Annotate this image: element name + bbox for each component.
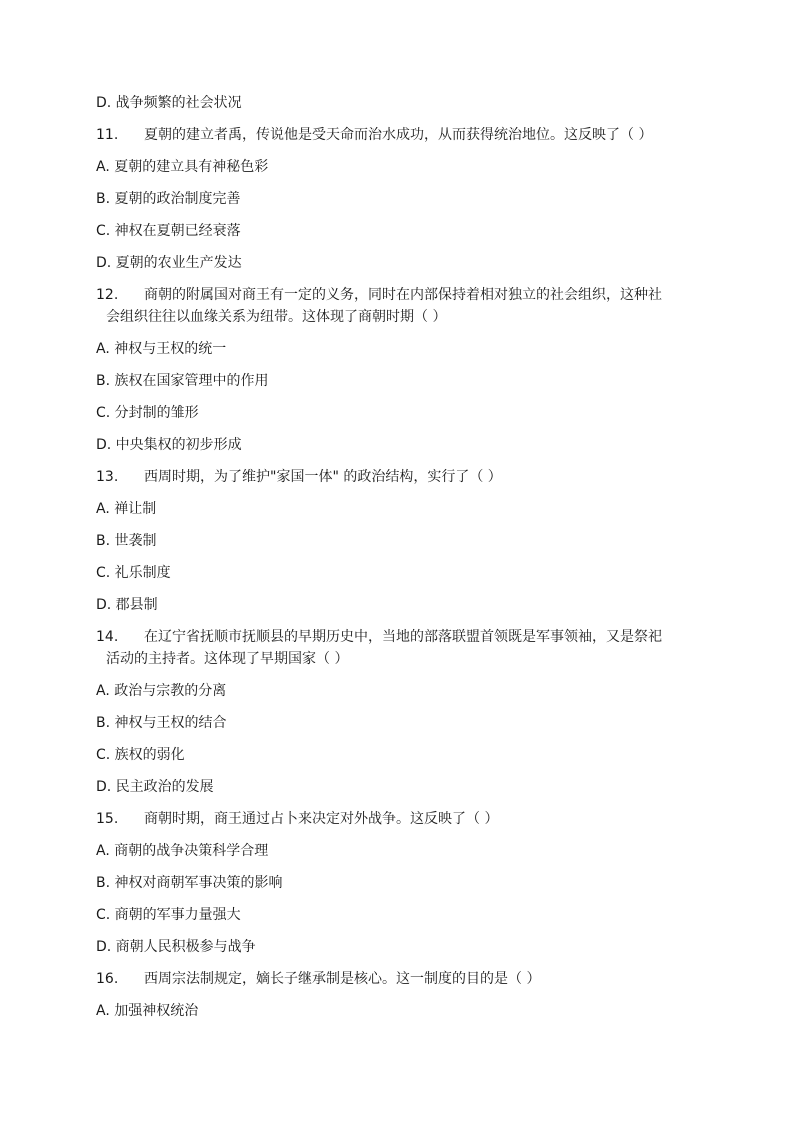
question-number: 12.: [96, 287, 119, 303]
option-d-q10: D. 战争频繁的社会状况: [96, 95, 242, 111]
question-16: [96, 968, 696, 990]
option-c-q14: C. 族权的弱化: [96, 747, 185, 763]
question-text-line-2: 会组织往往以血缘关系为纽带。这体现了商朝时期（ ）: [106, 309, 447, 325]
option-c-q11: C. 神权在夏朝已经衰落: [96, 223, 241, 239]
question-text: 西周宗法制规定，嫡长子继承制是核心。这一制度的目的是（ ）: [144, 971, 541, 987]
question-text-line-2: 活动的主持者。这体现了早期国家（ ）: [106, 651, 349, 667]
option-a-q14: A. 政治与宗教的分离: [96, 683, 227, 699]
option-c-q15: C. 商朝的军事力量强大: [96, 907, 241, 923]
option-b-q12: B. 族权在国家管理中的作用: [96, 373, 269, 389]
question-text: 夏朝的建立者禹，传说他是受天命而治水成功，从而获得统治地位。这反映了（ ）: [144, 127, 653, 143]
question-text: 西周时期，为了维护"家国一体" 的政治结构，实行了（ ）: [144, 469, 502, 485]
option-a-q16: A. 加强神权统治: [96, 1003, 199, 1019]
option-b-q13: B. 世袭制: [96, 533, 157, 549]
option-b-q15: B. 神权对商朝军事决策的影响: [96, 875, 283, 891]
option-a-q15: A. 商朝的战争决策科学合理: [96, 843, 269, 859]
option-d-q14: D. 民主政治的发展: [96, 779, 214, 795]
question-number: 14.: [96, 629, 119, 645]
question-13: [96, 466, 696, 488]
question-number: 11.: [96, 127, 119, 143]
question-list: [96, 92, 696, 1032]
option-d-q15: D. 商朝人民积极参与战争: [96, 939, 256, 955]
question-14: [96, 626, 696, 670]
question-15: [96, 808, 696, 830]
option-b-q14: B. 神权与王权的结合: [96, 715, 227, 731]
question-text-line-1: 商朝的附属国对商王有一定的义务，同时在内部保持着相对独立的社会组织，这种社: [144, 287, 662, 303]
question-text: 商朝时期，商王通过占卜来决定对外战争。这反映了（ ）: [144, 811, 499, 827]
question-number: 13.: [96, 469, 119, 485]
option-d-q13: D. 郡县制: [96, 597, 158, 613]
option-c-q12: C. 分封制的雏形: [96, 405, 199, 421]
option-a-q13: A. 禅让制: [96, 501, 157, 517]
question-number: 15.: [96, 811, 119, 827]
question-12: [96, 284, 696, 328]
question-11: [96, 124, 696, 146]
option-a-q11: A. 夏朝的建立具有神秘色彩: [96, 159, 269, 175]
option-c-q13: C. 礼乐制度: [96, 565, 171, 581]
option-d-q11: D. 夏朝的农业生产发达: [96, 255, 242, 271]
option-a-q12: A. 神权与王权的统一: [96, 341, 227, 357]
question-text-line-1: 在辽宁省抚顺市抚顺县的早期历史中，当地的部落联盟首领既是军事领袖，又是祭祀: [144, 629, 662, 645]
option-d-q12: D. 中央集权的初步形成: [96, 437, 242, 453]
question-number: 16.: [96, 971, 119, 987]
option-b-q11: B. 夏朝的政治制度完善: [96, 191, 241, 207]
